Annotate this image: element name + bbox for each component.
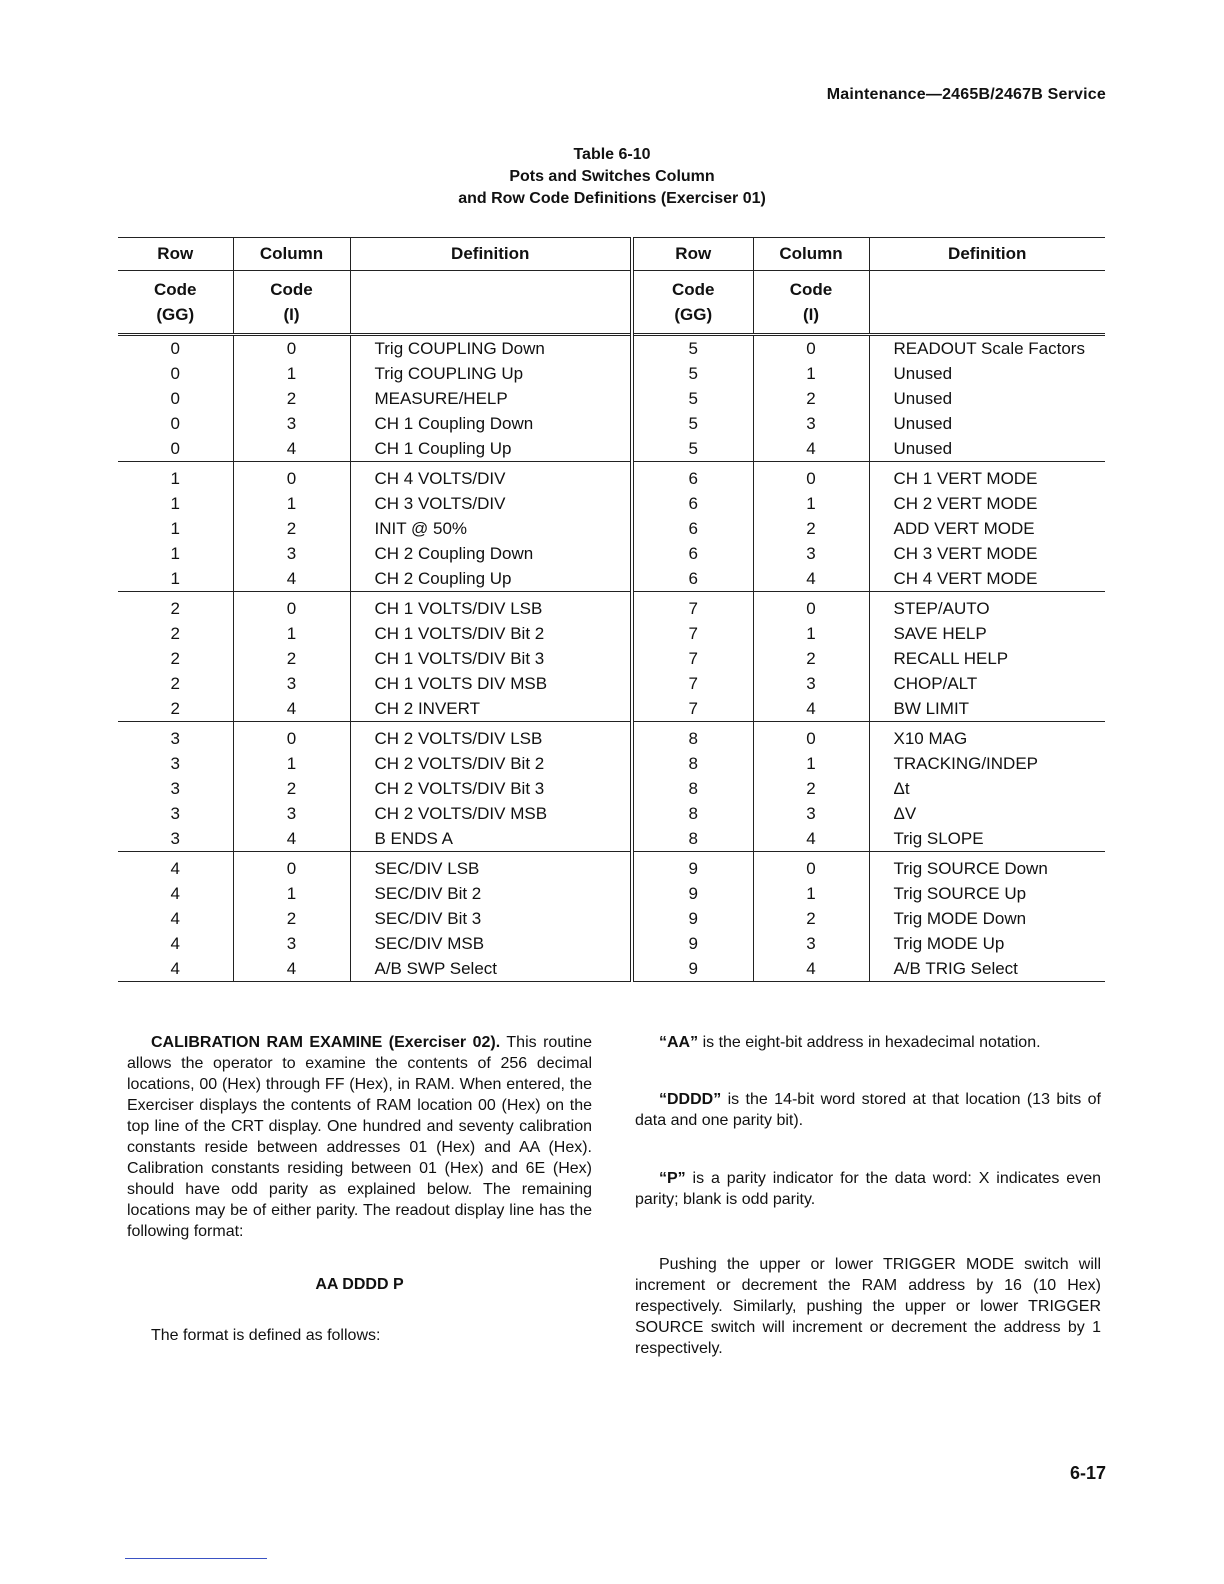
header-row-sub: (GG) (118, 302, 233, 335)
cell-column-code: 1 (753, 621, 869, 646)
cell-definition: SEC/DIV Bit 2 (350, 881, 632, 906)
header-code: Code (154, 279, 197, 299)
table-row (118, 566, 1105, 592)
cell-row-code: 4 (170, 884, 180, 903)
table-row (118, 881, 1105, 906)
table-row (118, 801, 1105, 826)
cell-column-code: 1 (233, 751, 350, 776)
cell-definition: CH 2 VOLTS/DIV LSB (350, 722, 632, 752)
cell-column-code: 4 (753, 826, 869, 852)
cell-definition: Δt (869, 776, 1105, 801)
cell-row-code: 2 (170, 649, 180, 668)
cell-row-code: 7 (632, 646, 753, 671)
table-row (118, 751, 1105, 776)
cell-definition: Trig SLOPE (869, 826, 1105, 852)
cell-column-code: 4 (753, 566, 869, 592)
cell-row-code: 4 (170, 859, 180, 878)
cell-column-code: 3 (233, 541, 350, 566)
format-line: AA DDDD P (315, 1276, 404, 1293)
cell-definition: CH 3 VERT MODE (869, 541, 1105, 566)
cell-definition: ADD VERT MODE (869, 516, 1105, 541)
cell-definition: Trig COUPLING Up (350, 361, 632, 386)
header-code: Code (753, 271, 869, 303)
cell-row-code: 8 (632, 776, 753, 801)
table-row (118, 436, 1105, 462)
table-title-line2: and Row Code Definitions (Exerciser 01) (458, 190, 766, 207)
cell-column-code: 0 (753, 852, 869, 882)
cell-definition: CH 1 Coupling Up (350, 436, 632, 462)
table-number: Table 6-10 (573, 146, 651, 163)
cell-column-code: 2 (233, 906, 350, 931)
cell-definition: CH 2 VERT MODE (869, 491, 1105, 516)
cell-row-code: 2 (170, 624, 180, 643)
cell-definition: Unused (869, 436, 1105, 462)
cell-definition: CH 2 VOLTS/DIV MSB (350, 801, 632, 826)
cell-row-code: 9 (632, 881, 753, 906)
cell-row-code: 4 (118, 956, 233, 982)
cell-definition: CH 2 Coupling Up (350, 566, 632, 592)
cell-column-code: 1 (753, 491, 869, 516)
cell-column-code: 4 (233, 956, 350, 982)
cell-definition: Unused (869, 386, 1105, 411)
cell-definition: X10 MAG (869, 722, 1105, 752)
cell-row-code: 4 (170, 934, 180, 953)
aa-definition: “AA” is the eight-bit address in hexadecimal notation. (659, 1034, 1041, 1051)
table-row (118, 386, 1105, 411)
header-column: Column (753, 238, 869, 271)
table-row (118, 696, 1105, 722)
cell-definition: CH 1 VOLTS DIV MSB (350, 671, 632, 696)
cell-column-code: 1 (233, 361, 350, 386)
cell-column-code: 1 (233, 621, 350, 646)
cell-row-code: 9 (632, 852, 753, 882)
cell-row-code: 2 (170, 599, 180, 618)
cell-column-code: 0 (753, 462, 869, 492)
cell-row-code: 2 (118, 696, 233, 722)
table-caption (0, 144, 1224, 210)
cell-column-code: 3 (753, 541, 869, 566)
cell-definition: CH 1 VERT MODE (869, 462, 1105, 492)
cell-definition: MEASURE/HELP (350, 386, 632, 411)
cell-column-code: 3 (233, 931, 350, 956)
cell-column-code: 1 (233, 881, 350, 906)
cell-definition: CH 1 Coupling Down (350, 411, 632, 436)
cell-column-code: 0 (753, 335, 869, 362)
table-row (118, 462, 1105, 492)
table-row (118, 906, 1105, 931)
cell-row-code: 0 (170, 414, 180, 433)
header-row: Row (118, 238, 233, 271)
cell-definition: READOUT Scale Factors (869, 335, 1105, 362)
cell-column-code: 4 (233, 436, 350, 462)
cell-column-code: 2 (233, 776, 350, 801)
cell-column-code: 4 (753, 956, 869, 982)
cell-definition: SAVE HELP (869, 621, 1105, 646)
cell-definition: RECALL HELP (869, 646, 1105, 671)
cell-definition: INIT @ 50% (350, 516, 632, 541)
format-intro: The format is defined as follows: (151, 1327, 381, 1344)
cell-column-code: 3 (753, 801, 869, 826)
cell-row-code: 1 (170, 469, 180, 488)
cell-row-code: 5 (632, 411, 753, 436)
table-row (118, 776, 1105, 801)
cell-column-code: 0 (233, 722, 350, 752)
cell-column-code: 4 (233, 826, 350, 852)
cell-definition: CH 2 VOLTS/DIV Bit 3 (350, 776, 632, 801)
table-row (118, 491, 1105, 516)
cell-definition: CH 2 Coupling Down (350, 541, 632, 566)
code-definitions-table (118, 237, 1105, 982)
cell-definition: A/B SWP Select (350, 956, 632, 982)
cell-definition: CH 2 VOLTS/DIV Bit 2 (350, 751, 632, 776)
footnote-rule (125, 1558, 267, 1559)
dddd-definition: “DDDD” is the 14-bit word stored at that location (13 bits of data and one parity bit). (635, 1091, 1101, 1129)
cell-column-code: 3 (233, 671, 350, 696)
cell-row-code: 6 (632, 462, 753, 492)
table-row (118, 722, 1105, 752)
running-header: Maintenance—2465B/2467B Service (826, 86, 1106, 103)
cell-definition: Unused (869, 361, 1105, 386)
cell-column-code: 1 (753, 361, 869, 386)
cell-row-code: 0 (170, 364, 180, 383)
cell-column-code: 3 (753, 671, 869, 696)
table-row (118, 592, 1105, 622)
cell-definition: CH 3 VOLTS/DIV (350, 491, 632, 516)
cell-row-code: 5 (632, 436, 753, 462)
table-row (118, 335, 1105, 362)
table-row (118, 931, 1105, 956)
cell-column-code: 2 (753, 906, 869, 931)
cell-column-code: 4 (753, 696, 869, 722)
header-definition: Definition (869, 238, 1105, 271)
header-code: Code (632, 271, 753, 303)
cell-row-code: 3 (170, 779, 180, 798)
cell-row-code: 1 (170, 544, 180, 563)
table-row (118, 671, 1105, 696)
cell-definition: B ENDS A (350, 826, 632, 852)
cell-row-code: 7 (632, 592, 753, 622)
cell-row-code: 8 (632, 826, 753, 852)
table-body (118, 335, 1105, 982)
cell-row-code: 3 (170, 804, 180, 823)
cell-row-code: 9 (632, 931, 753, 956)
cell-row-code: 8 (632, 751, 753, 776)
cell-column-code: 2 (233, 386, 350, 411)
cell-column-code: 0 (233, 592, 350, 622)
cell-definition: Trig MODE Down (869, 906, 1105, 931)
cell-row-code: 1 (170, 494, 180, 513)
cell-column-code: 0 (233, 335, 350, 362)
cell-row-code: 1 (118, 566, 233, 592)
cell-row-code: 1 (170, 519, 180, 538)
cell-column-code: 1 (753, 751, 869, 776)
cell-definition: BW LIMIT (869, 696, 1105, 722)
cell-column-code: 4 (753, 436, 869, 462)
cell-row-code: 8 (632, 722, 753, 752)
cell-row-code: 6 (632, 541, 753, 566)
table-row (118, 826, 1105, 852)
table-row (118, 361, 1105, 386)
cell-column-code: 2 (233, 646, 350, 671)
header-row-sub: (GG) (632, 302, 753, 335)
table-row (118, 646, 1105, 671)
section-lead: CALIBRATION RAM EXAMINE (Exerciser 02). (151, 1034, 501, 1051)
cell-column-code: 2 (753, 776, 869, 801)
cell-column-code: 1 (233, 491, 350, 516)
cell-row-code: 9 (632, 956, 753, 982)
cell-column-code: 3 (233, 801, 350, 826)
cell-row-code: 0 (118, 436, 233, 462)
trigger-paragraph: Pushing the upper or lower TRIGGER MODE switch will increment or decrement the RAM address by 16 (10 Hex) respectively. Similarly, pushing the upper or lower TRIGGER SOURCE switch will increment or decrement the address by 1 respectively. (635, 1256, 1101, 1357)
cell-column-code: 3 (753, 411, 869, 436)
header-row: Row (632, 238, 753, 271)
cell-definition: CH 1 VOLTS/DIV Bit 2 (350, 621, 632, 646)
cell-column-code: 2 (233, 516, 350, 541)
cell-row-code: 4 (170, 909, 180, 928)
cell-definition: Trig SOURCE Down (869, 852, 1105, 882)
cell-definition: SEC/DIV MSB (350, 931, 632, 956)
cell-column-code: 0 (753, 592, 869, 622)
cell-definition: CH 4 VERT MODE (869, 566, 1105, 592)
table-row (118, 516, 1105, 541)
cell-column-code: 4 (233, 566, 350, 592)
cell-column-code: 2 (753, 516, 869, 541)
header-col-sub: (I) (233, 302, 350, 335)
right-text-column (635, 1032, 1101, 1359)
cell-row-code: 6 (632, 566, 753, 592)
cell-definition: Unused (869, 411, 1105, 436)
cell-definition: CH 1 VOLTS/DIV Bit 3 (350, 646, 632, 671)
cell-column-code: 2 (753, 646, 869, 671)
header-col-sub: (I) (753, 302, 869, 335)
cell-row-code: 2 (170, 674, 180, 693)
header-definition: Definition (350, 238, 632, 271)
cell-definition: TRACKING/INDEP (869, 751, 1105, 776)
cell-definition: Trig SOURCE Up (869, 881, 1105, 906)
cell-column-code: 4 (233, 696, 350, 722)
cell-column-code: 0 (753, 722, 869, 752)
cell-row-code: 3 (170, 729, 180, 748)
left-text-column (127, 1032, 592, 1346)
cell-row-code: 3 (118, 826, 233, 852)
cell-row-code: 0 (170, 389, 180, 408)
cell-column-code: 0 (233, 462, 350, 492)
cell-definition: ΔV (869, 801, 1105, 826)
cell-column-code: 3 (753, 931, 869, 956)
cell-column-code: 2 (753, 386, 869, 411)
table-row (118, 956, 1105, 982)
cell-row-code: 7 (632, 621, 753, 646)
cell-row-code: 7 (632, 671, 753, 696)
header-code: Code (233, 271, 350, 303)
cell-column-code: 1 (753, 881, 869, 906)
cell-definition: SEC/DIV Bit 3 (350, 906, 632, 931)
cell-definition: CH 4 VOLTS/DIV (350, 462, 632, 492)
cell-definition: A/B TRIG Select (869, 956, 1105, 982)
cell-row-code: 8 (632, 801, 753, 826)
cell-row-code: 3 (170, 754, 180, 773)
p-definition: “P” is a parity indicator for the data word: X indicates even parity; blank is odd parity. (635, 1170, 1101, 1208)
cell-row-code: 5 (632, 335, 753, 362)
cell-row-code: 7 (632, 696, 753, 722)
table-row (118, 621, 1105, 646)
page-number: 6-17 (1069, 1463, 1106, 1483)
cell-definition: Trig COUPLING Down (350, 335, 632, 362)
table-row (118, 852, 1105, 882)
cell-definition: CH 2 INVERT (350, 696, 632, 722)
calibration-ram-paragraph: CALIBRATION RAM EXAMINE (Exerciser 02). This routine allows the operator to examine the contents of 256 decimal locations, 00 (Hex) through FF (Hex), in RAM. When entered, the Exerciser displays the contents of RAM location 00 (Hex) on the top line of the CRT display. One hundred and seventy calibration constants reside between addresses 01 (Hex) and AA (Hex). Calibration constants residing between 01 (Hex) and 6E (Hex) should have odd parity as explained below. The remaining locations may be of either parity. The readout display line has the following format: (127, 1034, 593, 1240)
cell-row-code: 6 (632, 491, 753, 516)
cell-definition: CH 1 VOLTS/DIV LSB (350, 592, 632, 622)
cell-row-code: 9 (632, 906, 753, 931)
cell-row-code: 5 (632, 386, 753, 411)
cell-definition: STEP/AUTO (869, 592, 1105, 622)
table-row (118, 541, 1105, 566)
table-title-line1: Pots and Switches Column (509, 168, 715, 185)
cell-definition: Trig MODE Up (869, 931, 1105, 956)
table-row (118, 411, 1105, 436)
header-column: Column (233, 238, 350, 271)
cell-definition: SEC/DIV LSB (350, 852, 632, 882)
cell-column-code: 0 (233, 852, 350, 882)
cell-column-code: 3 (233, 411, 350, 436)
cell-definition: CHOP/ALT (869, 671, 1105, 696)
cell-row-code: 6 (632, 516, 753, 541)
cell-row-code: 5 (632, 361, 753, 386)
cell-row-code: 0 (170, 339, 180, 358)
